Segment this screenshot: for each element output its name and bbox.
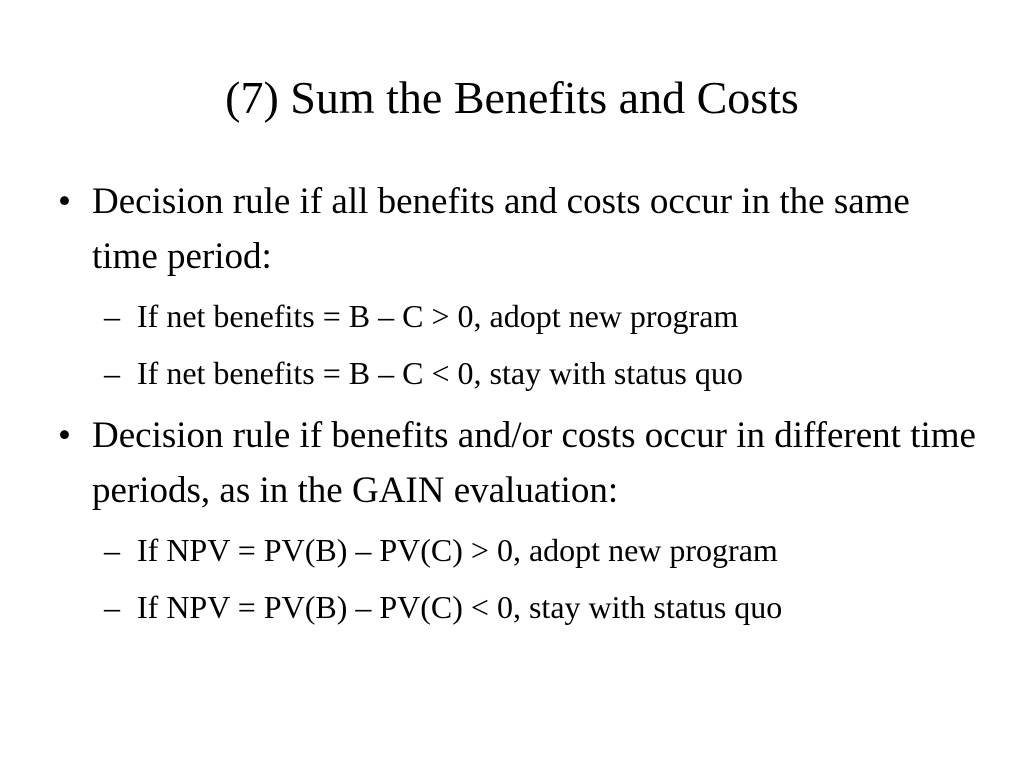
sub-bullet-item — [52, 345, 982, 402]
sub-list — [52, 522, 982, 636]
bullet-marker: • — [58, 181, 71, 222]
bullet-marker: • — [58, 415, 71, 456]
sub-bullet-item — [52, 522, 982, 579]
slide-content — [52, 168, 982, 640]
sub-bullet-marker: – — [104, 589, 120, 625]
sub-bullet-marker: – — [104, 298, 120, 334]
sub-bullet-text: If net benefits = B – C > 0, adopt new program — [137, 298, 739, 334]
sub-bullet-item — [52, 288, 982, 345]
sub-bullet-marker: – — [104, 355, 120, 391]
sub-bullet-text: If NPV = PV(B) – PV(C) > 0, adopt new program — [137, 532, 778, 568]
bullet-item — [52, 408, 982, 518]
bullet-text: Decision rule if all benefits and costs occur in the same time period: — [92, 181, 910, 277]
slide-title: (7) Sum the Benefits and Costs — [225, 72, 799, 123]
sub-bullet-item — [52, 579, 982, 636]
sub-bullet-text: If net benefits = B – C < 0, stay with status quo — [137, 355, 743, 391]
sub-list — [52, 288, 982, 402]
bullet-item — [52, 174, 982, 284]
sub-bullet-marker: – — [104, 532, 120, 568]
sub-bullet-text: If NPV = PV(B) – PV(C) < 0, stay with status quo — [137, 589, 783, 625]
bullet-text: Decision rule if benefits and/or costs occur in different time periods, as in the GAIN evaluation: — [92, 415, 976, 511]
